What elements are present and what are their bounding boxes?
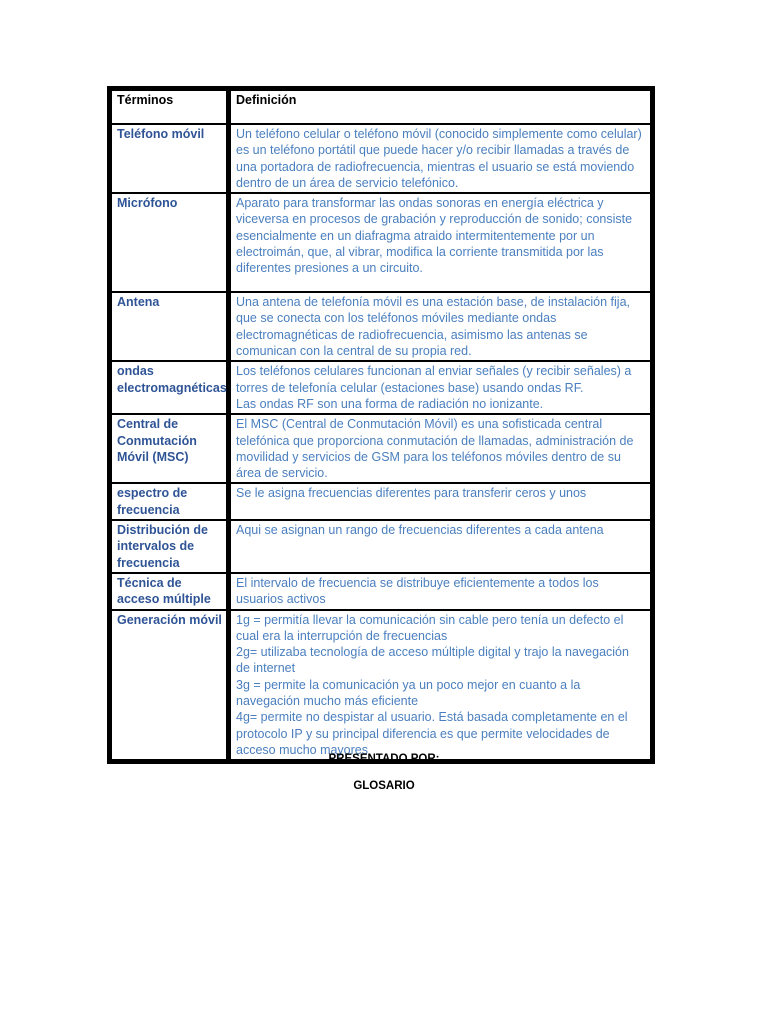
header-terms: Términos xyxy=(112,91,231,125)
definition-text: El MSC (Central de Conmutación Móvil) es una sofisticada central telefónica que proporciona conmutación de llamadas, administración de movilidad y servicios de GSM para los teléfonos móviles dentro de su área de servicio. xyxy=(236,417,634,481)
definition-text: Aparato para transformar las ondas sonoras en energía eléctrica y viceversa en procesos de grabación y reproducción de sonido; consiste esencialmente en un diafragma atraido intermitentemente por un electroimán, que, al vibrar, modifica la corriente transmitida por las diferentes presiones a un circuito. xyxy=(236,196,633,276)
header-definition: Definición xyxy=(231,91,650,125)
table-row xyxy=(112,574,650,611)
generation-4g: 4g= permite no despistar al usuario. Está basada completamente en el protocolo IP y su principal diferencia es que permite velocidades de acceso mucho mayores xyxy=(236,710,628,757)
generation-2g: 2g= utilizaba tecnología de acceso múltiple digital y trajo la navegación de internet xyxy=(236,645,629,676)
definition-text: El intervalo de frecuencia se distribuye eficientemente a todos los usuarios activos xyxy=(236,575,599,607)
generation-1g: 1g = permitía llevar la comunicación sin cable pero tenía un defecto el cual era la interrupción de frecuencias xyxy=(236,612,624,643)
term-label: Teléfono móvil xyxy=(117,127,205,141)
table-row xyxy=(112,484,650,521)
term-label: Generación móvil xyxy=(117,612,222,627)
document-title: GLOSARIO xyxy=(353,780,415,792)
term-label: Micrófono xyxy=(117,196,178,211)
term-label: Técnica de acceso múltiple xyxy=(117,575,211,607)
table-header-row xyxy=(112,91,650,125)
glossary-table-frame xyxy=(107,86,655,764)
table-row xyxy=(112,293,650,362)
presented-by-label: PRESENTADO POR: xyxy=(328,753,440,765)
term-label: ondas electromagnéticas xyxy=(117,364,227,395)
definition-text-extra: Las ondas RF son una forma de radiación no ionizante. xyxy=(236,396,544,411)
definition-text: Los teléfonos celulares funcionan al enviar señales (y recibir señales) a torres de telefonía celular (estaciones base) usando ondas RF. xyxy=(236,364,632,395)
definition-text: Un teléfono celular o teléfono móvil (conocido simplemente como celular) es un teléfono portátil que puede hacer y/o recibir llamadas a través de una portadora de radiofrecuencia, mientras el usuario se está moviendo dentro de un área de servicio telefónico. xyxy=(236,127,642,190)
definition-text: Aqui se asignan un rango de frecuencias diferentes a cada antena xyxy=(236,523,604,538)
table-row xyxy=(112,362,650,415)
table-row xyxy=(112,521,650,574)
table-row xyxy=(112,194,650,293)
term-label: Antena xyxy=(117,295,160,310)
term-label: espectro de frecuencia xyxy=(117,486,188,517)
term-label: Distribución de intervalos de frecuencia xyxy=(117,523,208,570)
definition-text: Se le asigna frecuencias diferentes para transferir ceros y unos xyxy=(236,486,587,501)
generation-3g: 3g = permite la comunicación ya un poco mejor en cuanto a la navegación mucho más eficiente xyxy=(236,677,581,709)
table-row xyxy=(112,611,650,760)
term-label: Central de Conmutación Móvil (MSC) xyxy=(117,417,197,464)
definition-text: Una antena de telefonía móvil es una estación base, de instalación fija, que se conecta con los teléfonos móviles mediante ondas electromagnéticas de radiofrecuencia, asimismo las antenas se comunican con la central de su propia red. xyxy=(236,295,631,359)
table-row xyxy=(112,125,650,194)
table-row xyxy=(112,415,650,484)
glossary-table xyxy=(112,91,650,759)
